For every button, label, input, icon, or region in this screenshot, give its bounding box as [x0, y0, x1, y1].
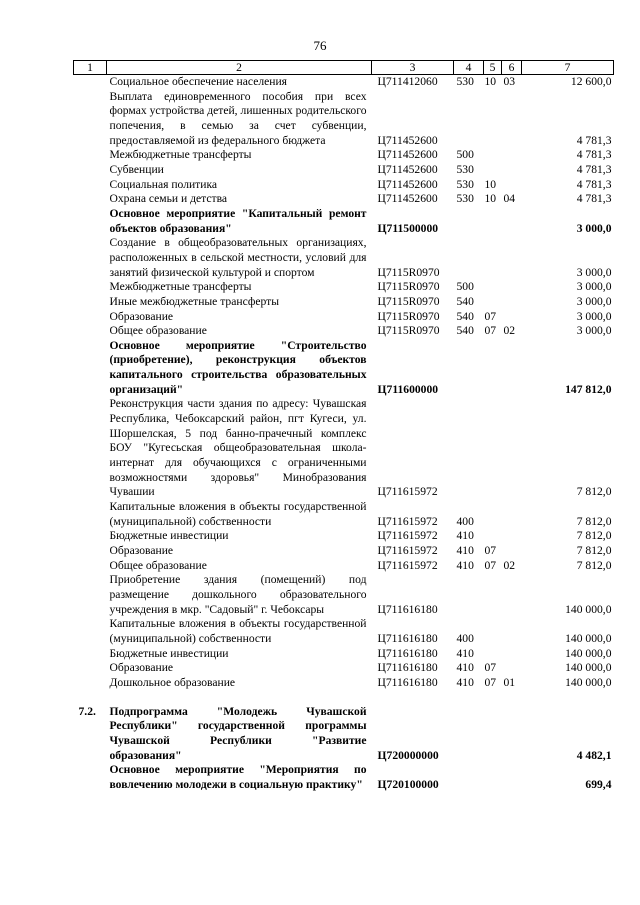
table-row: [74, 544, 614, 559]
table-row: [74, 763, 614, 792]
amount-cell: 4 781,3: [576, 148, 612, 162]
expense-type-code-cell: 410: [456, 646, 474, 660]
target-code-cell: Ц7115R0970: [377, 309, 440, 323]
amount-cell: 147 812,0: [565, 382, 612, 396]
column-header: 3: [372, 61, 454, 75]
row-name-cell: Общее образование: [109, 324, 207, 338]
target-code-cell: Ц711615972: [377, 544, 438, 557]
row-number-cell: [74, 90, 107, 149]
expense-type-code-cell: 410: [456, 558, 474, 572]
target-code-cell: Ц711615972: [377, 485, 438, 499]
row-number-cell: [74, 324, 107, 339]
row-number-cell: [74, 573, 107, 617]
expense-type-code-cell: 540: [456, 309, 474, 323]
amount-cell: 3 000,0: [576, 324, 612, 338]
row-number-cell: [74, 763, 107, 792]
table-row: [74, 280, 614, 295]
row-number-cell: [74, 310, 107, 325]
target-code-cell: Ц711452600: [377, 162, 438, 176]
section-code-cell: 07: [484, 544, 497, 557]
expense-type-code-cell: 530: [456, 162, 474, 176]
section-code-cell: [484, 90, 502, 149]
section-code-cell: 10: [484, 192, 497, 206]
target-code-cell: Ц7115R0970: [377, 265, 440, 279]
table-body: [74, 75, 614, 793]
column-header: 1: [74, 61, 107, 75]
target-code-cell: Ц711500000: [377, 221, 439, 235]
column-header: 4: [454, 61, 484, 75]
target-code-cell: Ц711615972: [377, 514, 438, 528]
row-name-cell: Реконструкция части здания по адресу: Чувашская Республика, Чебоксарский район, пгт Кугеси, ул. Шоршелская, 5 под банно-прачечный комплекс БОУ "Кугесьская общеобразовательная школа-интернат для обучающихся с ограниченными возможностями здоровья" Минобразования Чувашии: [109, 397, 367, 499]
section-code-cell: [484, 397, 502, 500]
section-code-cell: [484, 163, 502, 178]
table-row: [74, 148, 614, 163]
subsection-code-cell: [502, 529, 522, 544]
expense-type-code-cell: [454, 207, 484, 236]
table-row: [74, 310, 614, 325]
amount-cell: 3 000,0: [576, 294, 612, 308]
subsection-code-cell: 03: [503, 75, 516, 88]
amount-cell: 7 812,0: [576, 558, 612, 572]
expense-type-code-cell: 530: [456, 177, 474, 191]
target-code-cell: Ц720000000: [377, 748, 439, 762]
column-header: 6: [502, 61, 522, 75]
section-code-cell: [484, 295, 502, 310]
expense-type-code-cell: 530: [456, 75, 474, 88]
row-name-cell: Капитальные вложения в объекты государственной (муниципальной) собственности: [109, 500, 367, 528]
section-code-cell: [484, 573, 502, 617]
amount-cell: 3 000,0: [576, 309, 612, 323]
spacer-cell: [74, 691, 614, 705]
amount-cell: 140 000,0: [565, 602, 612, 616]
amount-cell: 4 781,3: [576, 162, 612, 176]
target-code-cell: Ц711600000: [377, 382, 439, 396]
subsection-code-cell: [502, 207, 522, 236]
row-name-cell: Образование: [109, 661, 174, 675]
amount-cell: 140 000,0: [565, 661, 612, 675]
section-code-cell: [484, 148, 502, 163]
subsection-code-cell: [502, 148, 522, 163]
amount-cell: 7 812,0: [576, 514, 612, 528]
section-code-cell: 10: [484, 177, 497, 191]
column-header: 2: [107, 61, 372, 75]
subsection-code-cell: [502, 339, 522, 398]
expense-type-code-cell: 500: [456, 280, 474, 294]
subsection-code-cell: [502, 763, 522, 792]
table-row: [74, 236, 614, 280]
row-number-cell: [74, 163, 107, 178]
target-code-cell: Ц7115R0970: [377, 294, 440, 308]
section-code-cell: [484, 647, 502, 662]
row-number-cell: 7.2.: [78, 704, 96, 718]
row-name-cell: Создание в общеобразовательных организациях, расположенных в сельской местности, условий для занятий физической культурой и спортом: [109, 236, 367, 279]
amount-cell: 3 000,0: [576, 265, 612, 279]
row-name-cell: Капитальные вложения в объекты государственной (муниципальной) собственности: [109, 617, 367, 645]
subsection-code-cell: [502, 617, 522, 646]
section-code-cell: [484, 763, 502, 792]
row-name-cell: Образование: [109, 309, 174, 323]
table-row: [74, 705, 614, 764]
row-number-cell: [74, 236, 107, 280]
subsection-code-cell: [502, 573, 522, 617]
spacer-row: [74, 691, 614, 705]
expense-type-code-cell: [454, 573, 484, 617]
amount-cell: 4 781,3: [576, 192, 612, 206]
section-code-cell: 07: [484, 324, 497, 338]
row-name-cell: Охрана семьи и детства: [109, 192, 228, 206]
expense-type-code-cell: [454, 705, 484, 764]
table-row: [74, 295, 614, 310]
row-number-cell: [74, 500, 107, 529]
row-name-cell: Выплата единовременного пособия при всех формах устройства детей, лишенных родительского попечения, в семью за счет субвенции, предоставляемой из федерального бюджета: [109, 89, 367, 147]
subsection-code-cell: [502, 705, 522, 764]
section-code-cell: 10: [484, 75, 497, 88]
table-row: [74, 339, 614, 398]
row-number-cell: [74, 661, 107, 676]
amount-cell: 4 781,3: [576, 133, 612, 147]
row-number-cell: [74, 617, 107, 646]
amount-cell: 4 781,3: [576, 177, 612, 191]
table-row: [74, 529, 614, 544]
amount-cell: 140 000,0: [565, 675, 612, 689]
target-code-cell: Ц711615972: [377, 558, 438, 572]
row-number-cell: [74, 529, 107, 544]
subsection-code-cell: [502, 236, 522, 280]
column-header: 5: [484, 61, 502, 75]
table-row: [74, 573, 614, 617]
row-name-cell: Межбюджетные трансферты: [109, 148, 252, 162]
expense-type-code-cell: 500: [456, 148, 474, 162]
section-code-cell: [484, 236, 502, 280]
row-name-cell: Иные межбюджетные трансферты: [109, 294, 280, 308]
subsection-code-cell: [502, 310, 522, 325]
target-code-cell: Ц711452600: [377, 192, 438, 206]
expense-type-code-cell: 410: [456, 661, 474, 675]
section-code-cell: [484, 280, 502, 295]
section-code-cell: 07: [484, 558, 497, 572]
expense-type-code-cell: [454, 763, 484, 792]
table-row: [74, 617, 614, 646]
amount-cell: 7 812,0: [576, 544, 612, 557]
expense-type-code-cell: [454, 90, 484, 149]
amount-cell: 12 600,0: [570, 75, 612, 88]
target-code-cell: Ц720100000: [377, 777, 439, 791]
amount-cell: 7 812,0: [576, 485, 612, 499]
row-number-cell: [74, 295, 107, 310]
row-name-cell: Дошкольное образование: [109, 675, 236, 689]
target-code-cell: Ц7115R0970: [377, 324, 440, 338]
amount-cell: 3 000,0: [576, 221, 612, 235]
row-name-cell: Общее образование: [109, 558, 207, 572]
target-code-cell: Ц711452600: [377, 177, 438, 191]
section-code-cell: 07: [484, 675, 497, 689]
target-code-cell: Ц711615972: [377, 529, 438, 543]
row-name-cell: Подпрограмма "Молодежь Чувашской Республики" государственной программы Чувашской Республики "Развитие образования": [109, 704, 367, 762]
table-row: [74, 661, 614, 676]
row-number-cell: [74, 397, 107, 500]
table-row: [74, 163, 614, 178]
amount-cell: 140 000,0: [565, 631, 612, 645]
table-row: [74, 75, 614, 90]
row-number-cell: [74, 207, 107, 236]
target-code-cell: Ц711452600: [377, 133, 438, 147]
expense-type-code-cell: 400: [456, 514, 474, 528]
subsection-code-cell: [502, 280, 522, 295]
expense-type-code-cell: [454, 236, 484, 280]
amount-cell: 3 000,0: [576, 280, 612, 294]
column-header: 7: [522, 61, 614, 75]
expense-type-code-cell: 410: [456, 544, 474, 557]
row-name-cell: Межбюджетные трансферты: [109, 280, 252, 294]
row-name-cell: Бюджетные инвестиции: [109, 646, 229, 660]
row-number-cell: [74, 544, 107, 559]
row-name-cell: Основное мероприятие "Мероприятия по вовлечению молодежи в социальную практику": [109, 763, 367, 791]
subsection-code-cell: [502, 90, 522, 149]
row-number-cell: [74, 178, 107, 193]
expense-type-code-cell: [454, 397, 484, 500]
row-name-cell: Основное мероприятие "Строительство (приобретение), реконструкция объектов капитального строительства образовательных организаций": [109, 338, 367, 396]
target-code-cell: Ц711452600: [377, 148, 438, 162]
section-code-cell: [484, 207, 502, 236]
row-name-cell: Образование: [109, 544, 174, 557]
table-row: [74, 500, 614, 529]
amount-cell: 140 000,0: [565, 646, 612, 660]
target-code-cell: Ц711616180: [377, 675, 438, 689]
table-row: [74, 324, 614, 339]
amount-cell: 4 482,1: [576, 748, 612, 762]
subsection-code-cell: [502, 500, 522, 529]
budget-table: [73, 60, 614, 793]
row-number-cell: [74, 148, 107, 163]
section-code-cell: [484, 500, 502, 529]
table-row: [74, 676, 614, 691]
row-number-cell: [74, 676, 107, 691]
row-number-cell: [74, 647, 107, 662]
expense-type-code-cell: 540: [456, 324, 474, 338]
table-row: [74, 647, 614, 662]
row-number-cell: [74, 192, 107, 207]
section-code-cell: 07: [484, 661, 497, 675]
row-number-cell: [74, 75, 107, 90]
table-row: [74, 90, 614, 149]
amount-cell: 7 812,0: [576, 529, 612, 543]
expense-type-code-cell: 410: [456, 675, 474, 689]
page-number: 76: [313, 38, 327, 53]
section-code-cell: 07: [484, 309, 497, 323]
subsection-code-cell: 01: [503, 675, 516, 689]
expense-type-code-cell: 400: [456, 631, 474, 645]
subsection-code-cell: 02: [503, 558, 516, 572]
target-code-cell: Ц711616180: [377, 661, 438, 675]
target-code-cell: Ц7115R0970: [377, 280, 440, 294]
expense-type-code-cell: [454, 339, 484, 398]
row-number-cell: [74, 339, 107, 398]
table-row: [74, 559, 614, 574]
row-name-cell: Бюджетные инвестиции: [109, 529, 229, 543]
subsection-code-cell: [502, 178, 522, 193]
row-name-cell: Основное мероприятие "Капитальный ремонт объектов образования": [109, 206, 367, 235]
section-code-cell: [484, 617, 502, 646]
row-name-cell: Социальное обеспечение населения: [109, 75, 288, 88]
section-code-cell: [484, 339, 502, 398]
section-code-cell: [484, 705, 502, 764]
table-row: [74, 192, 614, 207]
target-code-cell: Ц711616180: [377, 631, 438, 645]
row-name-cell: Приобретение здания (помещений) под размещение дошкольного образовательного учреждения в мкр. "Садовый" г. Чебоксары: [109, 573, 367, 616]
subsection-code-cell: 04: [503, 192, 516, 206]
column-number-header: [74, 61, 614, 75]
subsection-code-cell: [502, 647, 522, 662]
row-number-cell: [74, 559, 107, 574]
table-row: [74, 397, 614, 500]
table-row: [74, 207, 614, 236]
target-code-cell: Ц711616180: [377, 602, 438, 616]
expense-type-code-cell: 530: [456, 192, 474, 206]
expense-type-code-cell: 540: [456, 294, 474, 308]
row-name-cell: Субвенции: [109, 162, 164, 176]
row-name-cell: Социальная политика: [109, 177, 218, 191]
section-code-cell: [484, 529, 502, 544]
subsection-code-cell: [502, 544, 522, 559]
table-row: [74, 178, 614, 193]
target-code-cell: Ц711412060: [377, 75, 438, 88]
subsection-code-cell: [502, 661, 522, 676]
subsection-code-cell: [502, 163, 522, 178]
amount-cell: 699,4: [585, 777, 612, 791]
row-number-cell: [74, 280, 107, 295]
expense-type-code-cell: 410: [456, 529, 474, 543]
subsection-code-cell: 02: [503, 324, 516, 338]
target-code-cell: Ц711616180: [377, 646, 438, 660]
subsection-code-cell: [502, 397, 522, 500]
subsection-code-cell: [502, 295, 522, 310]
